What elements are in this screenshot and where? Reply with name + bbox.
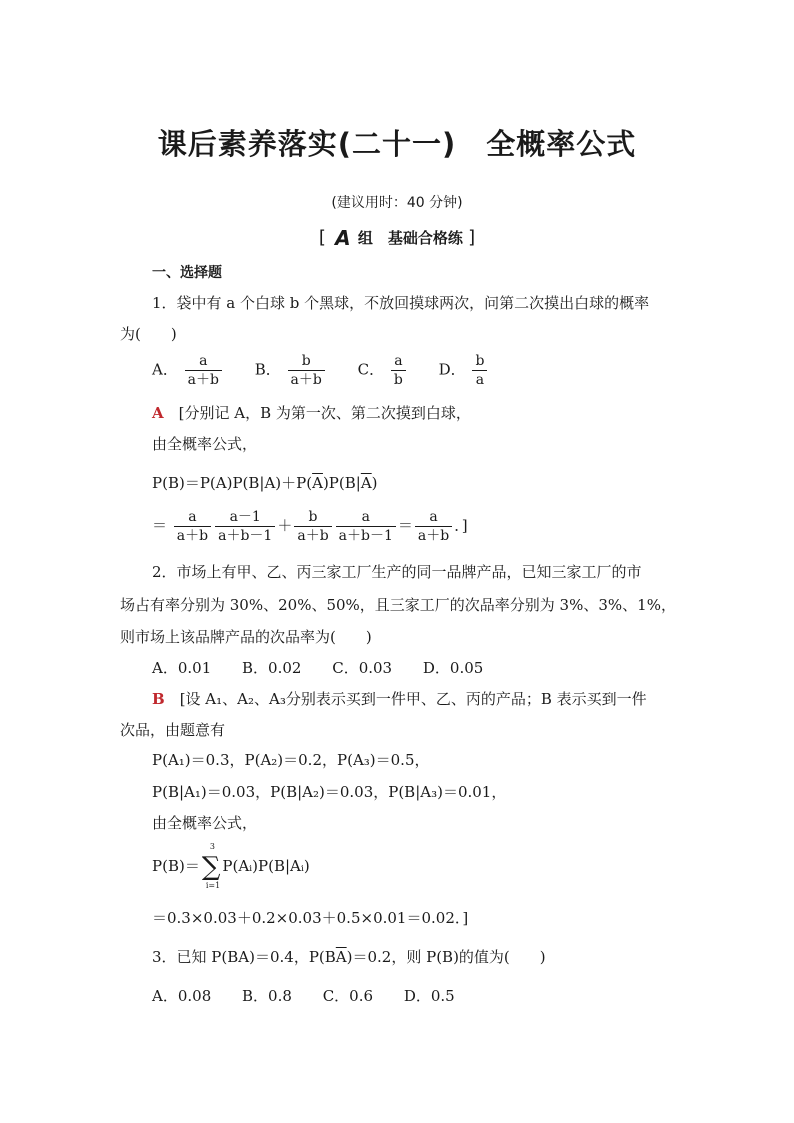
q1-formula (152, 472, 378, 493)
denominator: a＋b (297, 528, 329, 544)
formula-part: P(B)＝ (152, 857, 200, 875)
q1-stem-line1: 1．袋中有 a 个白球 b 个黑球，不放回摸球两次，问第二次摸出白球的概率 (152, 294, 650, 312)
fraction (215, 508, 275, 545)
fraction (288, 352, 325, 389)
numerator: a (185, 352, 222, 371)
q1-option-b (255, 352, 327, 389)
q1-solution-line1 (152, 402, 471, 423)
q3-option-d: D．0.5 (403, 987, 455, 1005)
q2-stem-line1: 2．市场上有甲、乙、丙三家工厂生产的同一品牌产品，已知三家工厂的市 (152, 563, 642, 581)
q3-option-c: C．0.6 (322, 987, 374, 1005)
group-letter: A (335, 226, 351, 250)
q2-solution-line5: 由全概率公式， (152, 814, 258, 832)
fraction (472, 352, 487, 389)
formula-part: ．] (454, 516, 468, 535)
q1-option-c (358, 352, 408, 389)
q1-solution-line2: 由全概率公式， (152, 435, 258, 453)
group-label: 组 基础合格练 (357, 229, 463, 247)
stem-part: 3．已知 P(BA)＝0.4，P(B (152, 948, 336, 966)
numerator: a－1 (215, 508, 275, 527)
page-title: 课后素养落实(二十一) 全概率公式 (157, 127, 637, 161)
fraction (336, 508, 396, 545)
q2-solution-line2: 次品，由题意有 (120, 721, 226, 739)
equals: ＝ (152, 516, 168, 535)
q2-solution-line1 (152, 688, 647, 709)
formula-part: P(B)＝P(A)P(B|A)＋P( (152, 474, 313, 492)
q2-sum-formula (152, 842, 310, 890)
q2-option-a: A．0.01 (152, 659, 212, 677)
q2-options (152, 657, 509, 678)
q3-option-a: A．0.08 (152, 987, 212, 1005)
q3-option-b: B．0.8 (242, 987, 292, 1005)
option-label: B． (254, 360, 281, 379)
solution-text: [设 A₁、A₂、A₃分别表示买到一件甲、乙、丙的产品；B 表示买到一件 (164, 690, 647, 708)
q1-answer: A (152, 404, 164, 422)
numerator: a (336, 508, 396, 527)
q2-stem-line3: 则市场上该品牌产品的次品率为( ) (120, 628, 372, 646)
q1-calculation (152, 508, 468, 545)
q1-option-a (152, 352, 224, 389)
fraction (174, 508, 211, 545)
complement-a: $\overline{A}$ (312, 474, 323, 492)
stem-part: )＝0.2，则 P(B)的值为( ) (346, 948, 546, 966)
plus: ＋ (277, 516, 293, 535)
denominator: a＋b (290, 372, 322, 388)
q3-stem (152, 946, 546, 967)
q2-answer: B (152, 690, 165, 708)
q1-stem-line2: 为( ) (120, 325, 177, 343)
denominator: a＋b－1 (218, 528, 273, 544)
numerator: b (472, 352, 487, 371)
q1-option-d (439, 352, 490, 389)
numerator: a (174, 508, 211, 527)
denominator: b (393, 372, 403, 388)
denominator: a (475, 372, 485, 388)
fraction (391, 352, 406, 389)
formula-part: P(Aᵢ)P(B|Aᵢ) (222, 857, 310, 875)
q2-solution-line4: P(B|A₁)＝0.03，P(B|A₂)＝0.03，P(B|A₃)＝0.01， (152, 783, 507, 801)
solution-text: [分别记 A，B 为第一次、第二次摸到白球， (163, 404, 471, 422)
sum-upper: 3 (209, 842, 215, 851)
numerator: a (415, 508, 452, 527)
q1-options (152, 352, 515, 389)
section-heading: 一、选择题 (152, 265, 222, 281)
sigma-symbol: ∑ 3 i=1 (201, 842, 221, 890)
denominator: a＋b－1 (338, 528, 393, 544)
fraction (294, 508, 331, 545)
formula-part: )P(B| (322, 474, 361, 492)
group-bracket-right: ] (468, 227, 476, 248)
denominator: a＋b (187, 372, 219, 388)
q2-stem-line2: 场占有率分别为 30%、20%、50%，且三家工厂的次品率分别为 3%、3%、1%， (120, 596, 676, 614)
group-bracket-left: [ (318, 227, 326, 248)
group-heading (0, 226, 794, 250)
complement-a: $\overline{A}$ (335, 948, 347, 966)
q3-options (152, 985, 481, 1006)
denominator: a＋b (417, 528, 450, 544)
equals: ＝ (397, 516, 413, 535)
numerator: b (288, 352, 325, 371)
option-label: A． (152, 360, 178, 379)
sum-lower: i=1 (205, 881, 221, 890)
option-label: D． (438, 360, 466, 379)
time-suggestion: (建议用时：40 分钟) (331, 195, 463, 211)
fraction (415, 508, 452, 545)
complement-a: $\overline{A}$ (360, 474, 372, 492)
numerator: a (391, 352, 406, 371)
q2-solution-line3: P(A₁)＝0.3，P(A₂)＝0.2，P(A₃)＝0.5， (152, 751, 430, 769)
q2-option-b: B．0.02 (242, 659, 302, 677)
q2-option-d: D．0.05 (422, 659, 484, 677)
numerator: b (294, 508, 331, 527)
formula-part: ) (371, 474, 378, 492)
fraction (185, 352, 222, 389)
option-label: C． (357, 360, 385, 379)
q2-option-c: C．0.03 (332, 659, 393, 677)
q2-solution-result: ＝0.3×0.03＋0.2×0.03＋0.5×0.01＝0.02．] (152, 909, 469, 927)
denominator: a＋b (176, 528, 209, 544)
